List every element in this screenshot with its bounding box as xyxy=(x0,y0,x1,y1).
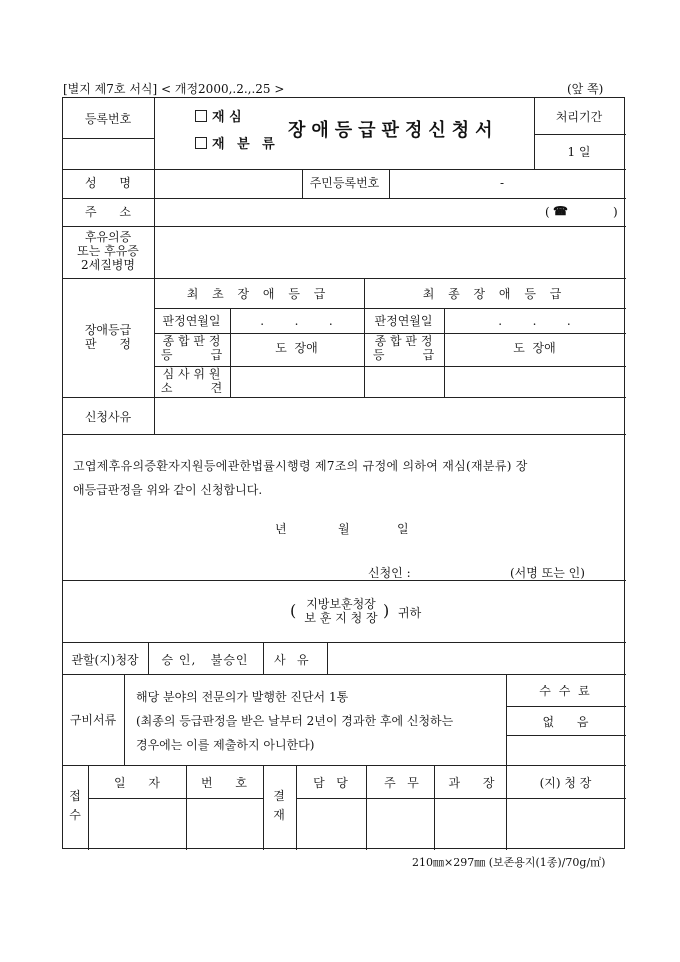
initial-date-label: 판정연월일 xyxy=(162,314,221,328)
registration-number-label: 등록번호 xyxy=(84,112,132,126)
recipient-open: ( xyxy=(290,601,297,620)
chief-label: 주 무 xyxy=(384,776,419,790)
documents-label: 구비서류 xyxy=(69,713,117,727)
grade-label-2: 판 정 xyxy=(84,337,132,351)
final-grade-header: 최 종 장 애 등 급 xyxy=(422,287,567,301)
form-title: 장애등급판정신청서 xyxy=(288,120,499,141)
final-date-label: 판정연월일 xyxy=(374,314,433,328)
processing-period-label: 처리기간 xyxy=(555,110,603,124)
date-day: 일 xyxy=(397,522,409,536)
recipient-line-1: 지방보훈청장 xyxy=(306,597,376,611)
section-chief-sign-field[interactable] xyxy=(439,798,505,848)
reason-field[interactable] xyxy=(155,398,623,431)
documents-line-1: 해당 분야의 전문의가 발행한 진단서 1통 xyxy=(136,690,349,704)
date-year: 년 xyxy=(275,522,287,536)
receipt-label-1: 접 xyxy=(69,789,81,803)
illness-label-1: 후유의증 xyxy=(84,230,132,244)
final-overall-label-2: 등 급 xyxy=(372,348,435,362)
statement-line-2: 애등급판정을 위와 같이 신청합니다. xyxy=(73,483,263,497)
resident-number-label: 주민등록번호 xyxy=(309,176,380,190)
form-reference: [별지 제7호 서식] < 개정2000,.2.,.25 > xyxy=(63,82,285,96)
receipt-date-label: 일 자 xyxy=(113,776,161,790)
receipt-date-field[interactable] xyxy=(88,798,185,848)
option-reexamination-label: 재 심 xyxy=(212,110,242,125)
receipt-number-field[interactable] xyxy=(187,798,262,848)
initial-grade-header: 최 초 장 애 등 급 xyxy=(186,287,331,301)
phone-open: ( xyxy=(545,205,550,219)
head-sign-field[interactable] xyxy=(507,798,624,848)
address-label: 주 소 xyxy=(84,205,132,219)
approval-label-2: 재 xyxy=(273,808,285,822)
documents-line-2: (최종의 등급판정을 받은 날부터 2년이 경과한 후에 신청하는 xyxy=(136,714,454,728)
head-label: (지) 청 장 xyxy=(539,776,592,790)
applicant-label: 신청인 : xyxy=(368,566,411,580)
initial-overall-label-2: 등 급 xyxy=(160,348,223,362)
option-reexamination[interactable] xyxy=(195,110,242,125)
approval-label-1: 결 xyxy=(273,789,285,803)
processing-period-value: 1 일 xyxy=(567,145,591,159)
initial-overall-label-1: 종 합 판 정 xyxy=(162,334,221,348)
review-label-2: 소 견 xyxy=(160,381,223,395)
phone-icon: ☎ xyxy=(553,204,568,218)
final-date-field[interactable]: . . . xyxy=(498,314,571,328)
receipt-label-2: 수 xyxy=(69,808,81,822)
option-reclassification[interactable] xyxy=(195,137,279,152)
illness-label-3: 2세질병명 xyxy=(80,258,135,272)
illness-field[interactable] xyxy=(155,228,623,276)
name-field[interactable] xyxy=(155,170,300,196)
receipt-number-label: 번 호 xyxy=(200,776,248,790)
charge-sign-field[interactable] xyxy=(297,798,365,848)
section-chief-label: 과 장 xyxy=(448,776,495,790)
resident-number-field[interactable]: - xyxy=(500,176,505,190)
documents-line-3: 경우에는 이를 제출하지 아니한다) xyxy=(136,738,315,752)
initial-grade-value[interactable]: 도 장애 xyxy=(275,341,318,355)
chief-sign-field[interactable] xyxy=(367,798,437,848)
recipient-line-2: 보 훈 지 청 장 xyxy=(304,611,378,625)
address-field[interactable] xyxy=(155,199,525,225)
paper-spec: 210㎜×297㎜ (보존용지(1종)/70g/㎡) xyxy=(412,856,606,869)
name-label: 성 명 xyxy=(84,176,132,190)
fee-value: 없 음 xyxy=(542,715,589,729)
office-label: 관할(지)청장 xyxy=(71,653,139,667)
reexamination-checkbox[interactable] xyxy=(195,110,207,122)
illness-label-2: 또는 후유증 xyxy=(77,244,139,258)
recipient-close: ) xyxy=(383,601,390,620)
approval-reason-field[interactable] xyxy=(330,642,623,672)
fee-label: 수 수 료 xyxy=(539,684,592,698)
phone-close: ) xyxy=(613,205,618,219)
signature-note: (서명 또는 인) xyxy=(510,566,585,580)
final-overall-label-1: 종 합 판 정 xyxy=(374,334,433,348)
reason-label: 신청사유 xyxy=(84,410,132,424)
final-grade-value[interactable]: 도 장애 xyxy=(513,341,556,355)
date-month: 월 xyxy=(338,522,350,536)
review-label-1: 심 사 위 원 xyxy=(162,367,221,381)
statement-line-1: 고엽제후유의증환자지원등에관한법률시행령 제7조의 규정에 의하여 재심(재분류) 장 xyxy=(73,459,528,473)
reclassification-checkbox[interactable] xyxy=(195,137,207,149)
review-field[interactable] xyxy=(231,366,362,395)
approval-reason-label: 사 유 xyxy=(274,653,309,667)
page-side: (앞 쪽) xyxy=(567,82,604,96)
charge-label: 담 당 xyxy=(313,776,348,790)
grade-label-1: 장애등급 xyxy=(84,323,132,337)
option-reclassification-label: 재 분 류 xyxy=(212,137,279,152)
initial-date-field[interactable]: . . . xyxy=(260,314,333,328)
recipient-suffix: 귀하 xyxy=(398,606,422,620)
approve-option[interactable]: 승 인, 불승인 xyxy=(161,653,249,667)
